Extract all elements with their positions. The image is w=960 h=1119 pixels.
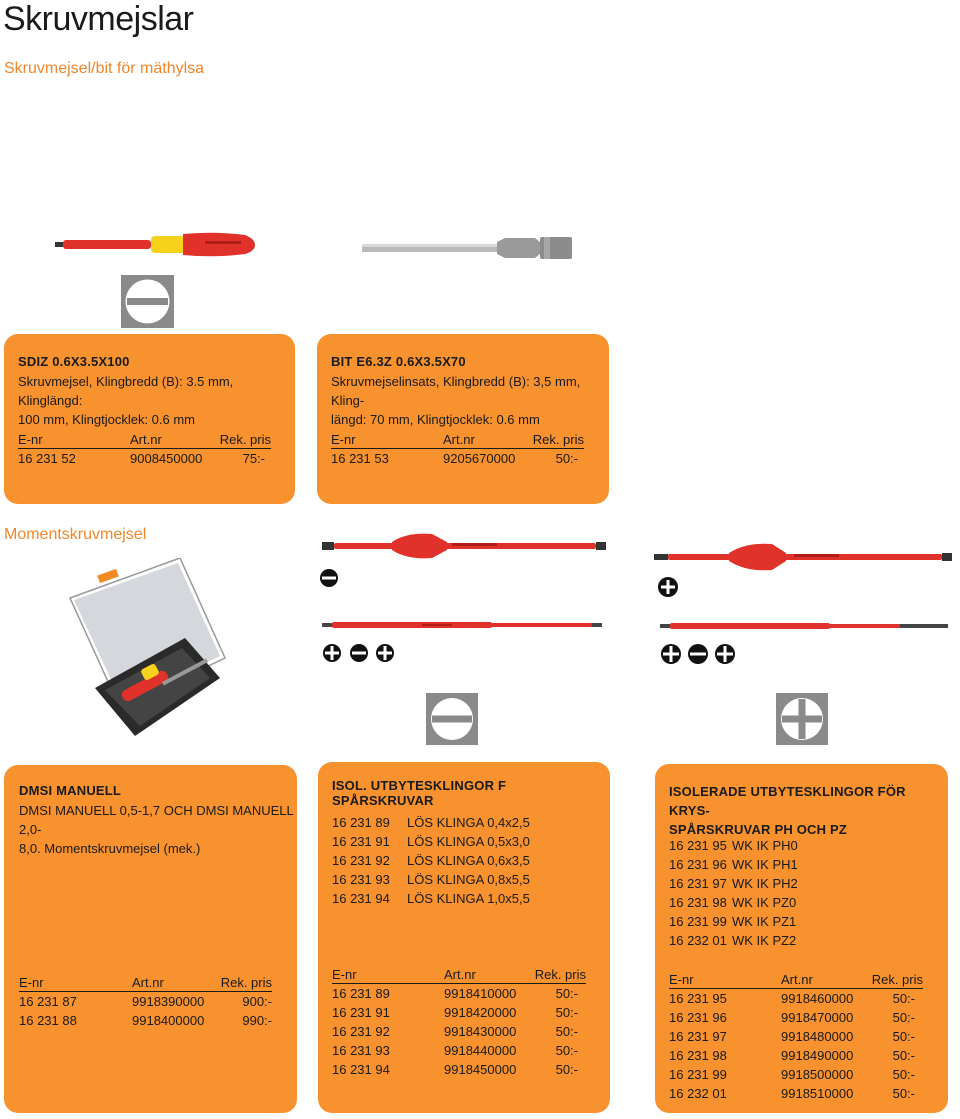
list-enr: 16 231 97 — [669, 876, 727, 891]
cell-price: 50:- — [555, 1062, 578, 1077]
cell-enr: 16 231 97 — [669, 1029, 727, 1044]
replacement-blade-2-image — [660, 617, 950, 637]
cell-price: 50:- — [555, 451, 578, 466]
product-description — [331, 372, 609, 429]
cell-artnr: 9918440000 — [444, 1043, 517, 1058]
section-title-moment: Momentskruvmejsel — [4, 526, 147, 543]
product-name — [669, 782, 948, 839]
header-enr: E-nr — [669, 972, 694, 987]
header-price: Rek. pris — [534, 967, 586, 982]
list-text: WK IK PZ0 — [732, 895, 797, 910]
cell-price: 50:- — [555, 986, 578, 1001]
price-table — [669, 970, 923, 1103]
table-row — [332, 1022, 586, 1041]
product-card-cross-blades — [655, 764, 948, 1113]
table-row — [19, 1011, 272, 1030]
product-description — [18, 372, 295, 429]
bit-types-icons-1 — [322, 643, 394, 663]
header-price: Rek. pris — [871, 972, 923, 987]
cell-price: 990:- — [242, 1013, 272, 1028]
cell-enr: 16 231 87 — [19, 994, 77, 1009]
slot-screw-icon — [121, 275, 174, 328]
cell-enr: 16 232 01 — [669, 1086, 727, 1101]
desc-line: 100 mm, Klingtjocklek: 0.6 mm — [18, 412, 196, 427]
header-price: Rek. pris — [532, 432, 584, 447]
replacement-blade-1-image — [322, 616, 607, 636]
table-row — [19, 992, 272, 1011]
cell-price: 50:- — [892, 991, 915, 1006]
list-text: LÖS KLINGA 0,5x3,0 — [407, 834, 530, 849]
product-name: DMSI MANUELL — [19, 783, 122, 798]
header-enr: E-nr — [18, 432, 43, 447]
table-row — [331, 449, 584, 468]
name-line: ISOLERADE UTBYTESKLINGOR FÖR KRYS- — [669, 784, 906, 818]
cell-artnr: 9918510000 — [781, 1086, 854, 1101]
list-enr: 16 231 98 — [669, 895, 727, 910]
cell-price: 50:- — [892, 1048, 915, 1063]
header-enr: E-nr — [331, 432, 356, 447]
cell-artnr: 9205670000 — [443, 451, 516, 466]
cell-enr: 16 231 53 — [331, 451, 389, 466]
cell-artnr: 9918490000 — [781, 1048, 854, 1063]
cell-enr: 16 231 92 — [332, 1024, 390, 1039]
header-artnr: Art.nr — [443, 432, 475, 447]
table-row — [669, 1046, 923, 1065]
bit-types-icons-2 — [660, 643, 736, 665]
cell-artnr: 9008450000 — [130, 451, 203, 466]
slot-screw-icon-large — [426, 693, 478, 745]
product-name: SDIZ 0.6X3.5X100 — [18, 354, 130, 369]
screwdriver-image — [55, 225, 260, 265]
list-text: WK IK PH0 — [732, 838, 798, 853]
table-row — [332, 1041, 586, 1060]
cell-artnr: 9918450000 — [444, 1062, 517, 1077]
table-row — [669, 989, 923, 1008]
cell-artnr: 9918430000 — [444, 1024, 517, 1039]
product-card-bit — [317, 334, 609, 504]
cell-artnr: 9918400000 — [132, 1013, 205, 1028]
page-title: Skruvmejslar — [3, 0, 194, 38]
cell-enr: 16 231 96 — [669, 1010, 727, 1025]
list-enr: 16 232 01 — [669, 933, 727, 948]
table-row — [332, 984, 586, 1003]
cell-artnr: 9918460000 — [781, 991, 854, 1006]
list-enr: 16 231 89 — [332, 815, 390, 830]
cell-price: 75:- — [242, 451, 265, 466]
product-name: BIT E6.3Z 0.6X3.5X70 — [331, 354, 466, 369]
product-description — [19, 801, 297, 858]
torque-case-image — [60, 558, 230, 738]
cell-price: 900:- — [242, 994, 272, 1009]
table-header — [669, 970, 923, 989]
list-enr: 16 231 92 — [332, 853, 390, 868]
header-artnr: Art.nr — [444, 967, 476, 982]
torque-blade-phillips-image — [654, 540, 954, 574]
cell-artnr: 9918480000 — [781, 1029, 854, 1044]
cell-enr: 16 231 93 — [332, 1043, 390, 1058]
header-artnr: Art.nr — [130, 432, 162, 447]
cell-enr: 16 231 52 — [18, 451, 76, 466]
header-price: Rek. pris — [220, 975, 272, 990]
list-enr: 16 231 94 — [332, 891, 390, 906]
table-row — [669, 1065, 923, 1084]
list-text: WK IK PH2 — [732, 876, 798, 891]
slot-small-icon — [320, 569, 338, 587]
table-header — [331, 430, 584, 449]
price-table — [18, 430, 271, 468]
cell-enr: 16 231 89 — [332, 986, 390, 1001]
list-text: LÖS KLINGA 0,8x5,5 — [407, 872, 530, 887]
list-text: LÖS KLINGA 0,4x2,5 — [407, 815, 530, 830]
cell-price: 50:- — [555, 1024, 578, 1039]
cell-enr: 16 231 95 — [669, 991, 727, 1006]
list-text: LÖS KLINGA 0,6x3,5 — [407, 853, 530, 868]
desc-line: längd: 70 mm, Klingtjocklek: 0.6 mm — [331, 412, 540, 427]
cell-enr: 16 231 88 — [19, 1013, 77, 1028]
cell-price: 50:- — [892, 1086, 915, 1101]
table-row — [669, 1008, 923, 1027]
price-table — [332, 965, 586, 1079]
desc-line: DMSI MANUELL 0,5-1,7 OCH DMSI MANUELL 2,0- — [19, 803, 294, 837]
list-text: WK IK PH1 — [732, 857, 798, 872]
list-enr: 16 231 96 — [669, 857, 727, 872]
cell-enr: 16 231 94 — [332, 1062, 390, 1077]
table-header — [19, 973, 272, 992]
slot-symbol — [121, 275, 174, 328]
desc-line: Skruvmejselinsats, Klingbredd (B): 3,5 mm, Kling- — [331, 374, 581, 408]
cell-artnr: 9918470000 — [781, 1010, 854, 1025]
list-enr: 16 231 95 — [669, 838, 727, 853]
slot-symbol — [426, 693, 478, 745]
table-row — [669, 1084, 923, 1103]
section-title-mathylsa: Skruvmejsel/bit för mäthylsa — [4, 60, 205, 77]
list-text: LÖS KLINGA 1,0x5,5 — [407, 891, 530, 906]
table-header — [18, 430, 271, 449]
cell-price: 50:- — [555, 1043, 578, 1058]
table-header — [332, 965, 586, 984]
cell-artnr: 9918420000 — [444, 1005, 517, 1020]
list-enr: 16 231 91 — [332, 834, 390, 849]
list-text: WK IK PZ2 — [732, 933, 797, 948]
header-price: Rek. pris — [219, 432, 271, 447]
price-table — [19, 973, 272, 1030]
cell-artnr: 9918410000 — [444, 986, 517, 1001]
product-name: ISOL. UTBYTESKLINGOR F SPÅRSKRUVAR — [332, 778, 507, 808]
header-enr: E-nr — [19, 975, 44, 990]
cell-enr: 16 231 91 — [332, 1005, 390, 1020]
bit-image — [360, 232, 580, 264]
table-row — [18, 449, 271, 468]
cell-enr: 16 231 99 — [669, 1067, 727, 1082]
price-table — [331, 430, 584, 468]
torque-blade-slot-image — [322, 530, 607, 562]
header-artnr: Art.nr — [781, 972, 813, 987]
desc-line: Skruvmejsel, Klingbredd (B): 3.5 mm, Klinglängd: — [18, 374, 234, 408]
phillips-screw-icon-large — [776, 693, 828, 745]
list-text: WK IK PZ1 — [732, 914, 797, 929]
cell-artnr: 9918500000 — [781, 1067, 854, 1082]
cell-artnr: 9918390000 — [132, 994, 205, 1009]
phillips-small-icon — [658, 577, 678, 597]
cell-price: 50:- — [892, 1010, 915, 1025]
list-enr: 16 231 93 — [332, 872, 390, 887]
product-card-slot-blades — [318, 762, 610, 1113]
product-card-sdiz — [4, 334, 295, 504]
desc-line: 8,0. Momentskruvmejsel (mek.) — [19, 841, 201, 856]
cell-price: 50:- — [555, 1005, 578, 1020]
phillips-symbol — [776, 693, 828, 745]
cell-price: 50:- — [892, 1067, 915, 1082]
table-row — [332, 1003, 586, 1022]
table-row — [332, 1060, 586, 1079]
header-artnr: Art.nr — [132, 975, 164, 990]
product-card-dmsi — [4, 765, 297, 1113]
list-enr: 16 231 99 — [669, 914, 727, 929]
header-enr: E-nr — [332, 967, 357, 982]
cell-price: 50:- — [892, 1029, 915, 1044]
cell-enr: 16 231 98 — [669, 1048, 727, 1063]
name-line: SPÅRSKRUVAR PH OCH PZ — [669, 822, 848, 837]
table-row — [669, 1027, 923, 1046]
